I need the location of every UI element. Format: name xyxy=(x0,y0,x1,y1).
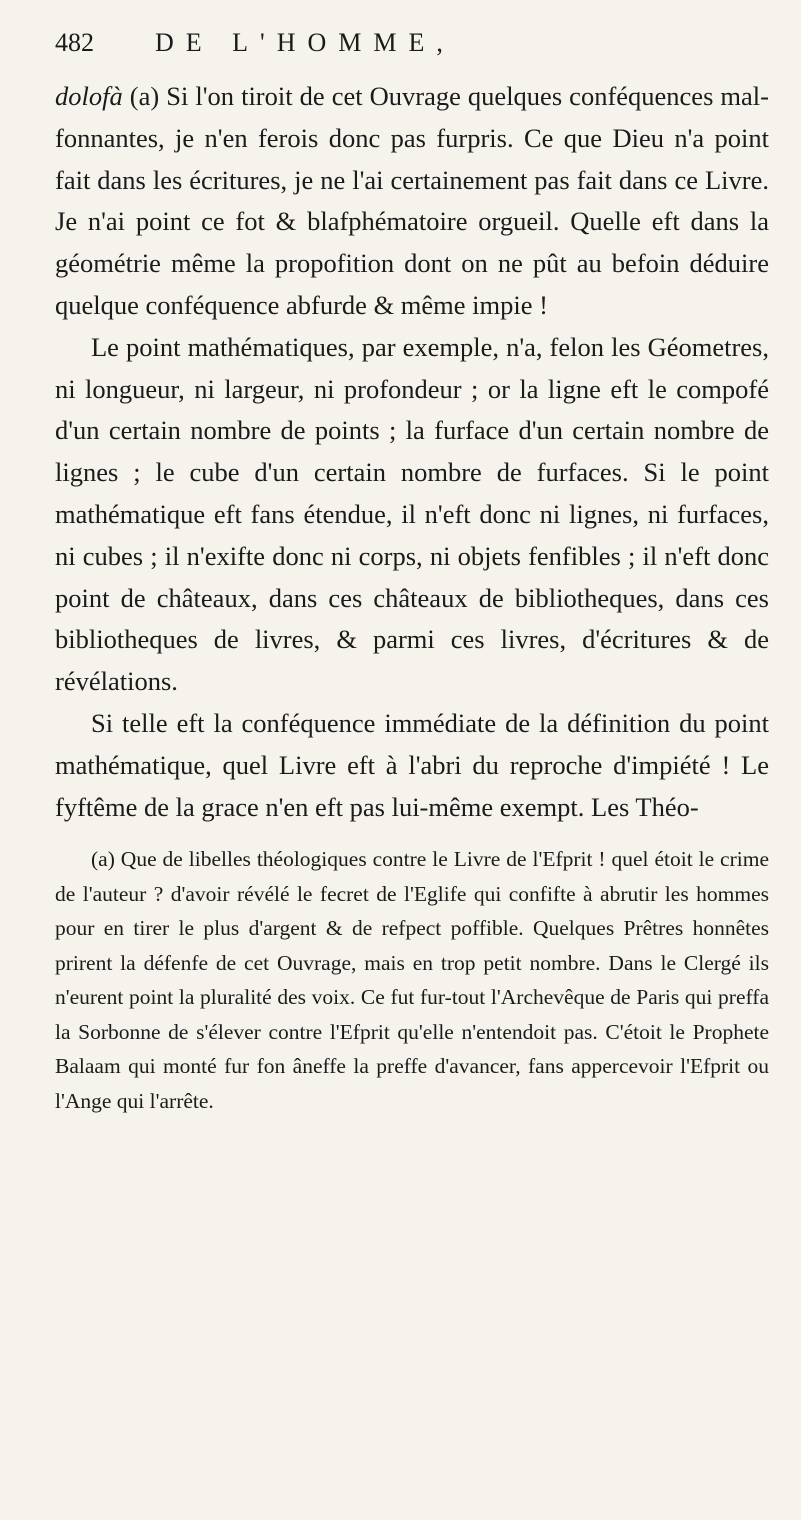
main-text xyxy=(55,76,769,828)
running-head-title: DE L'HOMME, xyxy=(155,28,455,57)
paragraph-3: Si telle eft la conféquence immédiate de la définition du point mathématique, quel Livre eft à l'abri du reproche d'impiété ! Le fyftême de la grace n'en eft pas lui-même exempt. Les Théo- xyxy=(55,707,769,822)
page-number: 482 xyxy=(55,28,94,57)
footnote: (a) Que de libelles théologiques contre le Livre de l'Efprit ! quel étoit le crime de l'auteur ? d'avoir révélé le fecret de l'Eglife qui confifte à abrutir les hommes pour en tirer le plus d'argent & de refpect poffible. Quelques Prêtres honnêtes prirent la défenfe de cet Ouvrage, mais en trop petit nombre. Dans le Clergé ils n'eurent point la pluralité des voix. Ce fut fur-tout l'Archevêque de Paris qui preffa la Sorbonne de s'élever contre l'Efprit qu'elle n'entendoit pas. C'étoit le Prophete Balaam qui monté fur fon âneffe la preffe d'avancer, fans appercevoir l'Efprit ou l'Ange qui l'arrête. xyxy=(55,847,769,1113)
running-head xyxy=(55,26,769,70)
paragraph-1-text: (a) Si l'on tiroit de cet Ouvrage quelques conféquences mal-fonnantes, je n'en ferois donc pas furpris. Ce que Dieu n'a point fait dans les écritures, je ne l'ai certainement pas fait dans ce Livre. Je n'ai point ce fot & blafphématoire orgueil. Quelle eft dans la géométrie même la propofition dont on ne pût au befoin déduire quelque conféquence abfurde & même impie ! xyxy=(55,81,769,320)
paragraph-1 xyxy=(55,76,769,327)
paragraph-1-lead-word: dolofà xyxy=(55,81,123,111)
paragraph-2: Le point mathématiques, par exemple, n'a, felon les Géometres, ni longueur, ni largeur, ni profondeur ; or la ligne eft le compofé d'un certain nombre de points ; la furface d'un certain nombre de lignes ; le cube d'un certain nombre de furfaces. Si le point mathématique eft fans étendue, il n'eft donc ni lignes, ni furfaces, ni cubes ; il n'exifte donc ni corps, ni objets fenfibles ; il n'eft donc point de châteaux, dans ces châteaux de bibliotheques, dans ces bibliotheques de livres, & parmi ces livres, d'écritures & de révélations. xyxy=(55,331,769,697)
